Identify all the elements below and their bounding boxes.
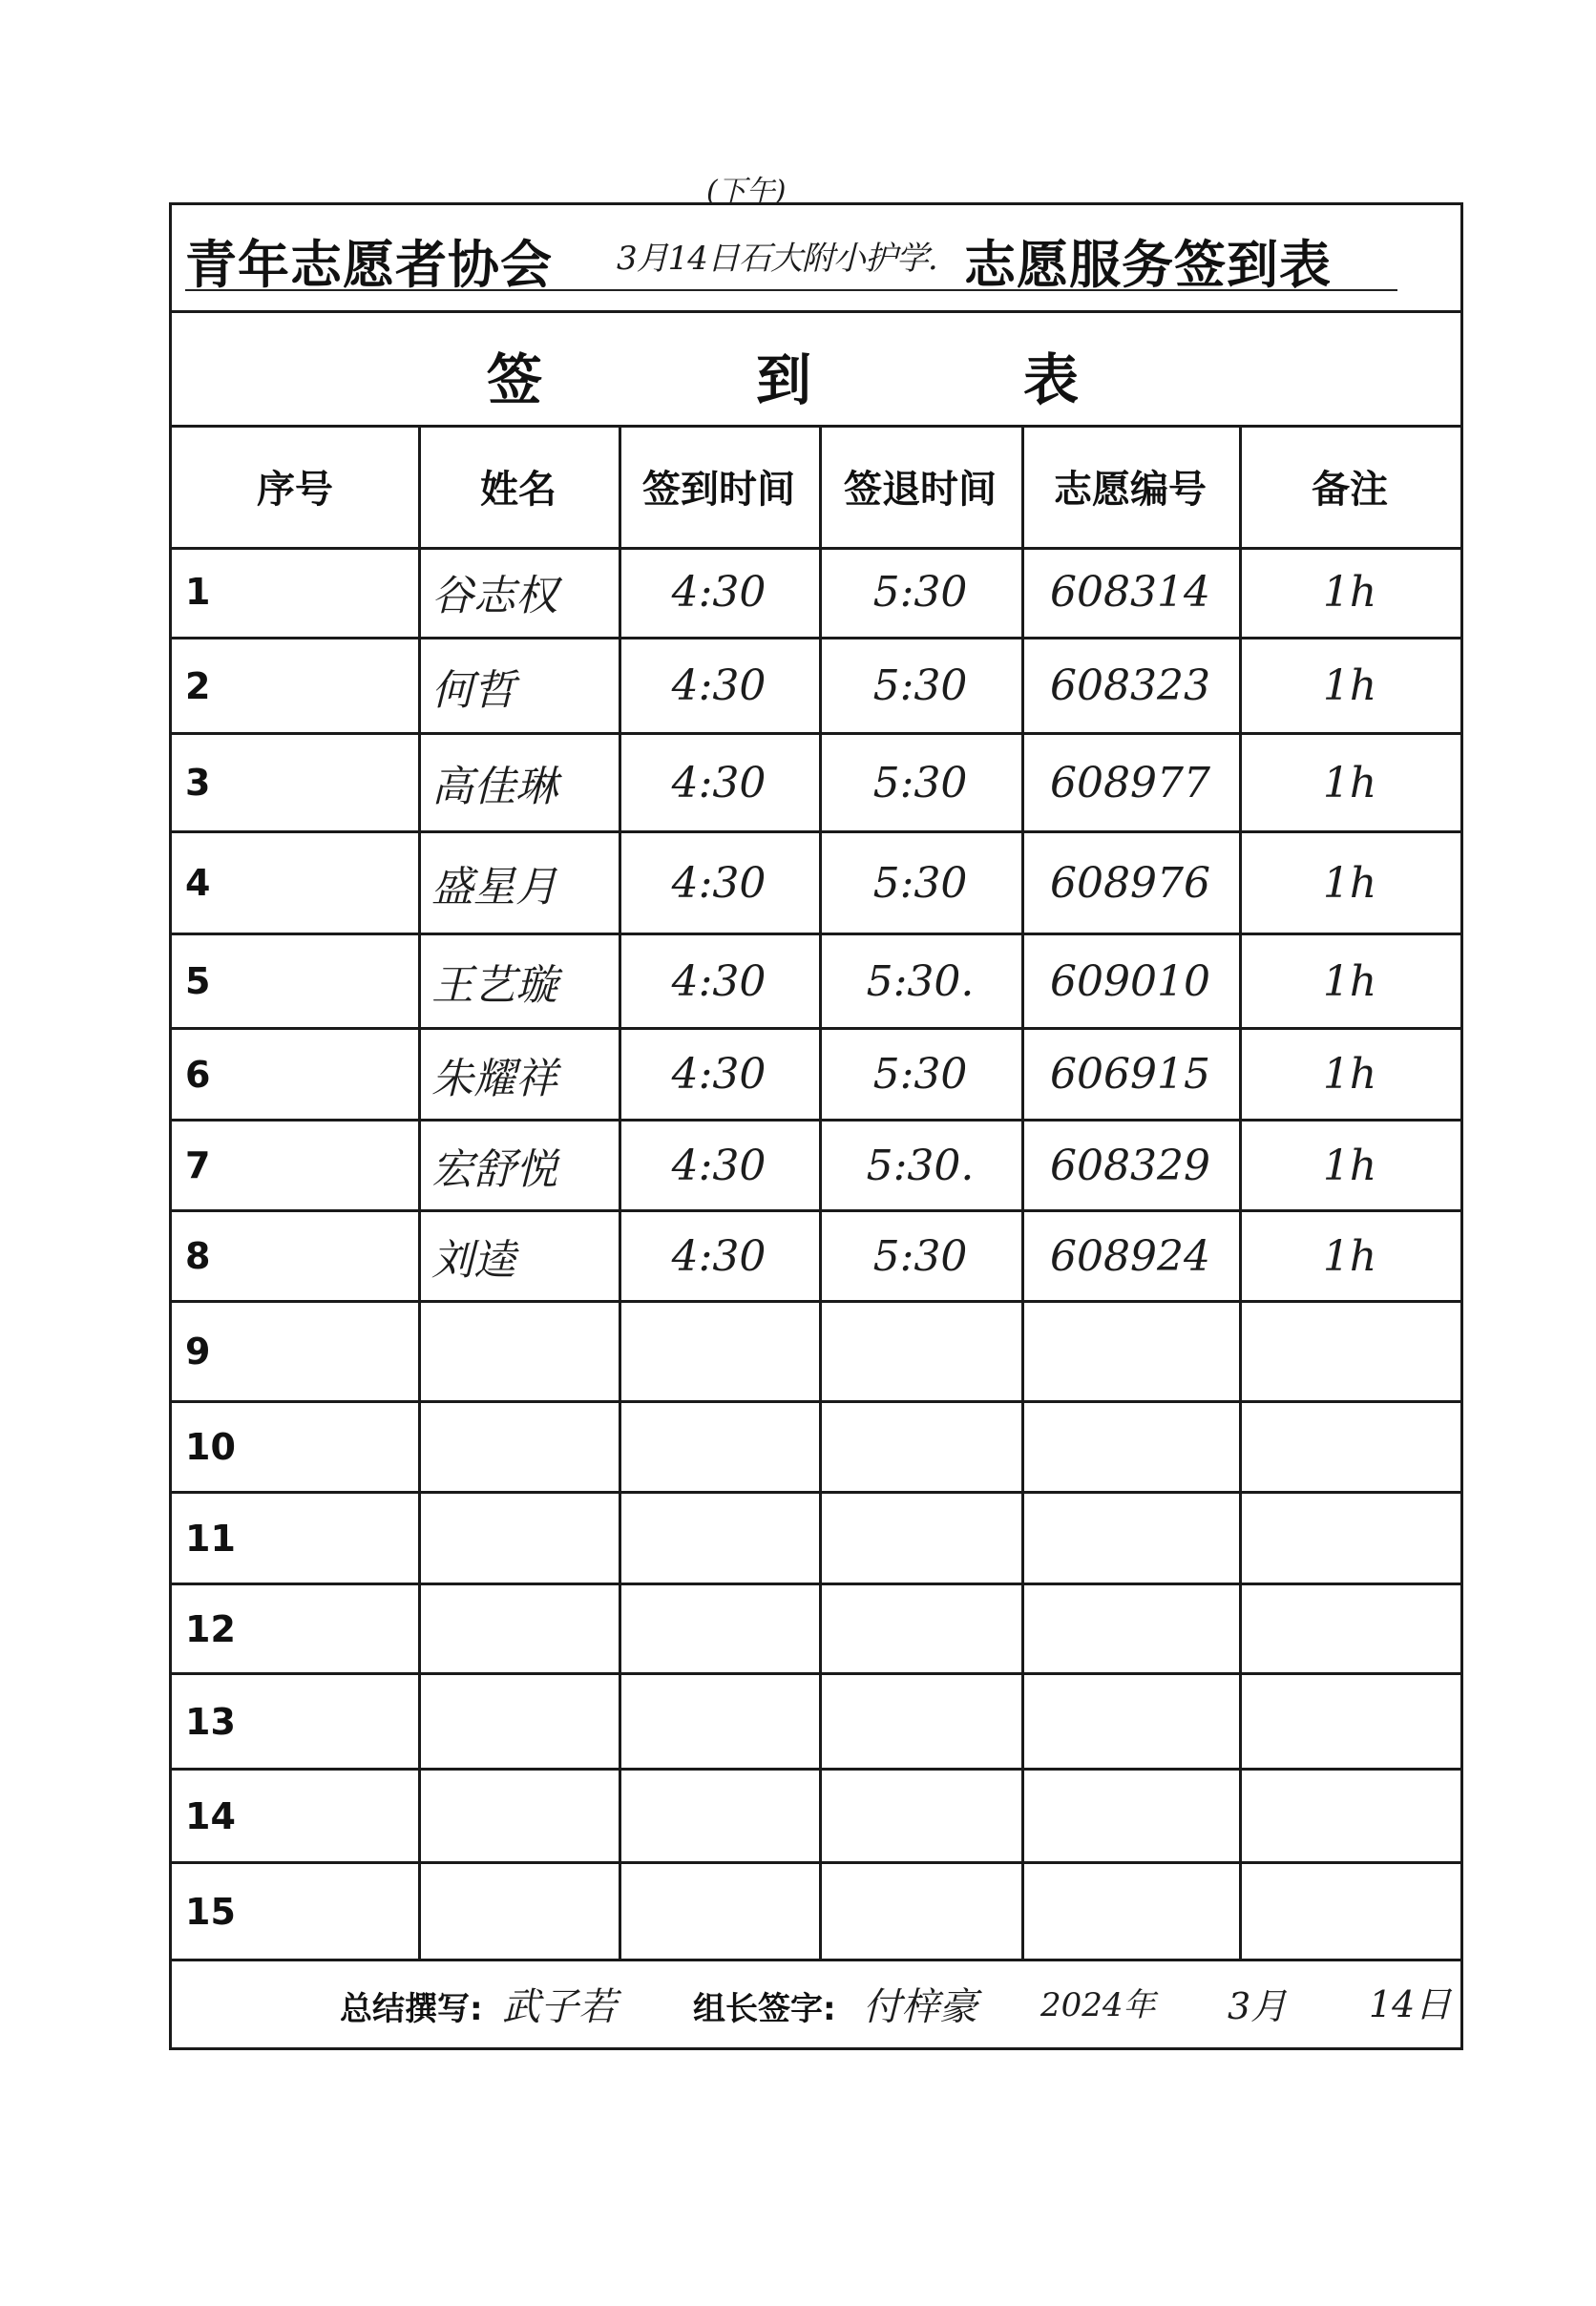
- remark: [1239, 1864, 1460, 1959]
- checkout-time: [819, 1675, 1021, 1768]
- row-number: 6: [185, 1053, 211, 1096]
- checkin-time: 4:30: [671, 567, 766, 617]
- table-row: [172, 639, 1460, 735]
- checkin-time: [619, 1494, 819, 1583]
- row-number: 5: [185, 960, 211, 1002]
- volunteer-id: 608977: [1050, 758, 1210, 807]
- checkin-time: [619, 1771, 819, 1861]
- checkin-time: 4:30: [671, 758, 766, 807]
- table-row: [172, 1030, 1460, 1122]
- volunteer-name: [418, 1771, 619, 1861]
- column-divider: [1239, 425, 1242, 1961]
- subtitle-char: 签: [487, 347, 543, 412]
- remark: [1239, 1585, 1460, 1672]
- title-org: 青年志愿者协会: [185, 235, 553, 295]
- checkin-time: 4:30: [671, 956, 766, 1006]
- checkin-time: [619, 1675, 819, 1768]
- header-name: 姓名: [480, 467, 556, 512]
- volunteer-name: [418, 1585, 619, 1672]
- table-row: [172, 1122, 1460, 1212]
- volunteer-name: [418, 1403, 619, 1491]
- remark: [1239, 1675, 1460, 1768]
- table-row: [172, 833, 1460, 935]
- remark: 1h: [1322, 858, 1377, 908]
- checkin-time: [619, 1403, 819, 1491]
- volunteer-id: [1021, 1675, 1239, 1768]
- checkout-time: 5:30: [872, 858, 968, 908]
- checkin-time: [619, 1585, 819, 1672]
- title-underline: [185, 289, 1397, 291]
- volunteer-id: 608329: [1050, 1141, 1210, 1190]
- row-number: 10: [185, 1426, 236, 1468]
- checkin-time: [619, 1864, 819, 1959]
- row-number: 12: [185, 1607, 236, 1650]
- footer-row: [172, 1956, 1460, 2047]
- checkout-time: 5:30: [872, 1231, 968, 1281]
- header-remark: 备注: [1312, 467, 1388, 512]
- table-row: [172, 935, 1460, 1030]
- remark: 1h: [1322, 758, 1377, 807]
- column-divider: [1021, 425, 1024, 1961]
- table-row: [172, 1212, 1460, 1303]
- table-row: [172, 1403, 1460, 1494]
- table-row: [172, 547, 1460, 639]
- row-number: 11: [185, 1517, 236, 1560]
- header-volunteer-id: 志愿编号: [1054, 467, 1207, 512]
- checkout-time: 5:30: [872, 661, 968, 710]
- row-number: 9: [185, 1331, 211, 1373]
- column-divider: [619, 425, 621, 1961]
- volunteer-id: 608314: [1050, 567, 1210, 617]
- leader-signature-label: 组长签字:: [693, 1990, 836, 2028]
- table-row: [172, 1494, 1460, 1585]
- column-divider: [819, 425, 822, 1961]
- remark: 1h: [1322, 956, 1377, 1006]
- column-divider: [418, 425, 421, 1961]
- checkin-time: 4:30: [671, 1050, 766, 1099]
- remark: 1h: [1322, 1050, 1377, 1099]
- checkout-time: [819, 1771, 1021, 1861]
- checkin-time: [619, 1303, 819, 1400]
- remark: [1239, 1494, 1460, 1583]
- header-checkin: 签到时间: [642, 467, 795, 512]
- table-row: [172, 1675, 1460, 1771]
- remark: [1239, 1303, 1460, 1400]
- table-row: [172, 1303, 1460, 1403]
- checkout-time: [819, 1403, 1021, 1491]
- row-number: 2: [185, 664, 211, 707]
- subtitle-row: [172, 310, 1460, 428]
- title-row: [172, 175, 1460, 313]
- date-month: 3月: [1228, 1985, 1288, 2027]
- volunteer-id: 606915: [1050, 1050, 1210, 1099]
- volunteer-id: 608323: [1050, 661, 1210, 710]
- row-number: 14: [185, 1794, 236, 1837]
- table-row: [172, 735, 1460, 833]
- volunteer-name: 朱耀祥: [431, 1054, 557, 1103]
- row-number: 1: [185, 571, 211, 613]
- volunteer-name: [418, 1864, 619, 1959]
- volunteer-name: [418, 1675, 619, 1768]
- volunteer-id: [1021, 1494, 1239, 1583]
- remark: 1h: [1322, 1141, 1377, 1190]
- header-checkout: 签退时间: [844, 467, 997, 512]
- checkout-time: [819, 1494, 1021, 1583]
- checkout-time: 5:30: [872, 758, 968, 807]
- volunteer-id: [1021, 1403, 1239, 1491]
- table-row: [172, 1771, 1460, 1864]
- volunteer-name: [418, 1494, 619, 1583]
- summary-writer-label: 总结撰写:: [340, 1990, 483, 2028]
- row-number: 13: [185, 1700, 236, 1743]
- volunteer-name: 何哲: [431, 665, 515, 715]
- title-event: 3月14日石大附小护学.: [617, 240, 937, 278]
- checkout-time: 5:30.: [866, 1141, 975, 1190]
- table-row: [172, 1864, 1460, 1961]
- date-day: 14日: [1369, 1983, 1452, 2025]
- checkin-time: 4:30: [671, 1231, 766, 1281]
- row-number: 3: [185, 762, 211, 804]
- title-note: (下午): [706, 175, 787, 208]
- checkin-time: 4:30: [671, 1141, 766, 1190]
- checkin-time: 4:30: [671, 858, 766, 908]
- sign-in-sheet: [169, 175, 1463, 2050]
- remark: [1239, 1771, 1460, 1861]
- volunteer-name: 盛星月: [431, 863, 557, 912]
- checkin-time: 4:30: [671, 661, 766, 710]
- header-no: 序号: [257, 467, 333, 512]
- summary-writer-signature: 武子若: [502, 1985, 617, 2029]
- volunteer-name: 刘逵: [431, 1236, 515, 1285]
- volunteer-id: [1021, 1864, 1239, 1959]
- table-row: [172, 1585, 1460, 1675]
- row-number: 7: [185, 1144, 211, 1186]
- volunteer-id: 608976: [1050, 858, 1210, 908]
- row-number: 15: [185, 1890, 236, 1933]
- remark: 1h: [1322, 661, 1377, 710]
- subtitle-char: 到: [756, 347, 812, 412]
- date-year: 2024年: [1040, 1986, 1156, 2024]
- volunteer-id: 609010: [1050, 956, 1210, 1006]
- checkout-time: 5:30: [872, 567, 968, 617]
- checkout-time: [819, 1303, 1021, 1400]
- title-suffix: 志愿服务签到表: [964, 235, 1332, 295]
- leader-signature: 付梓豪: [863, 1985, 977, 2029]
- volunteer-id: [1021, 1771, 1239, 1861]
- table-header: [172, 425, 1460, 550]
- volunteer-id: [1021, 1585, 1239, 1672]
- remark: 1h: [1322, 567, 1377, 617]
- checkout-time: [819, 1585, 1021, 1672]
- checkout-time: 5:30.: [866, 956, 975, 1006]
- volunteer-name: 宏舒悦: [431, 1145, 557, 1194]
- volunteer-name: [418, 1303, 619, 1400]
- remark: 1h: [1322, 1231, 1377, 1281]
- volunteer-name: 王艺璇: [431, 961, 557, 1010]
- volunteer-name: 谷志权: [431, 572, 557, 620]
- remark: [1239, 1403, 1460, 1491]
- volunteer-id: 608924: [1050, 1231, 1210, 1281]
- volunteer-name: 高佳琳: [431, 763, 557, 811]
- checkout-time: [819, 1864, 1021, 1959]
- subtitle-char: 表: [1023, 347, 1080, 412]
- volunteer-id: [1021, 1303, 1239, 1400]
- row-number: 4: [185, 862, 211, 904]
- checkout-time: 5:30: [872, 1050, 968, 1099]
- row-number: 8: [185, 1235, 211, 1277]
